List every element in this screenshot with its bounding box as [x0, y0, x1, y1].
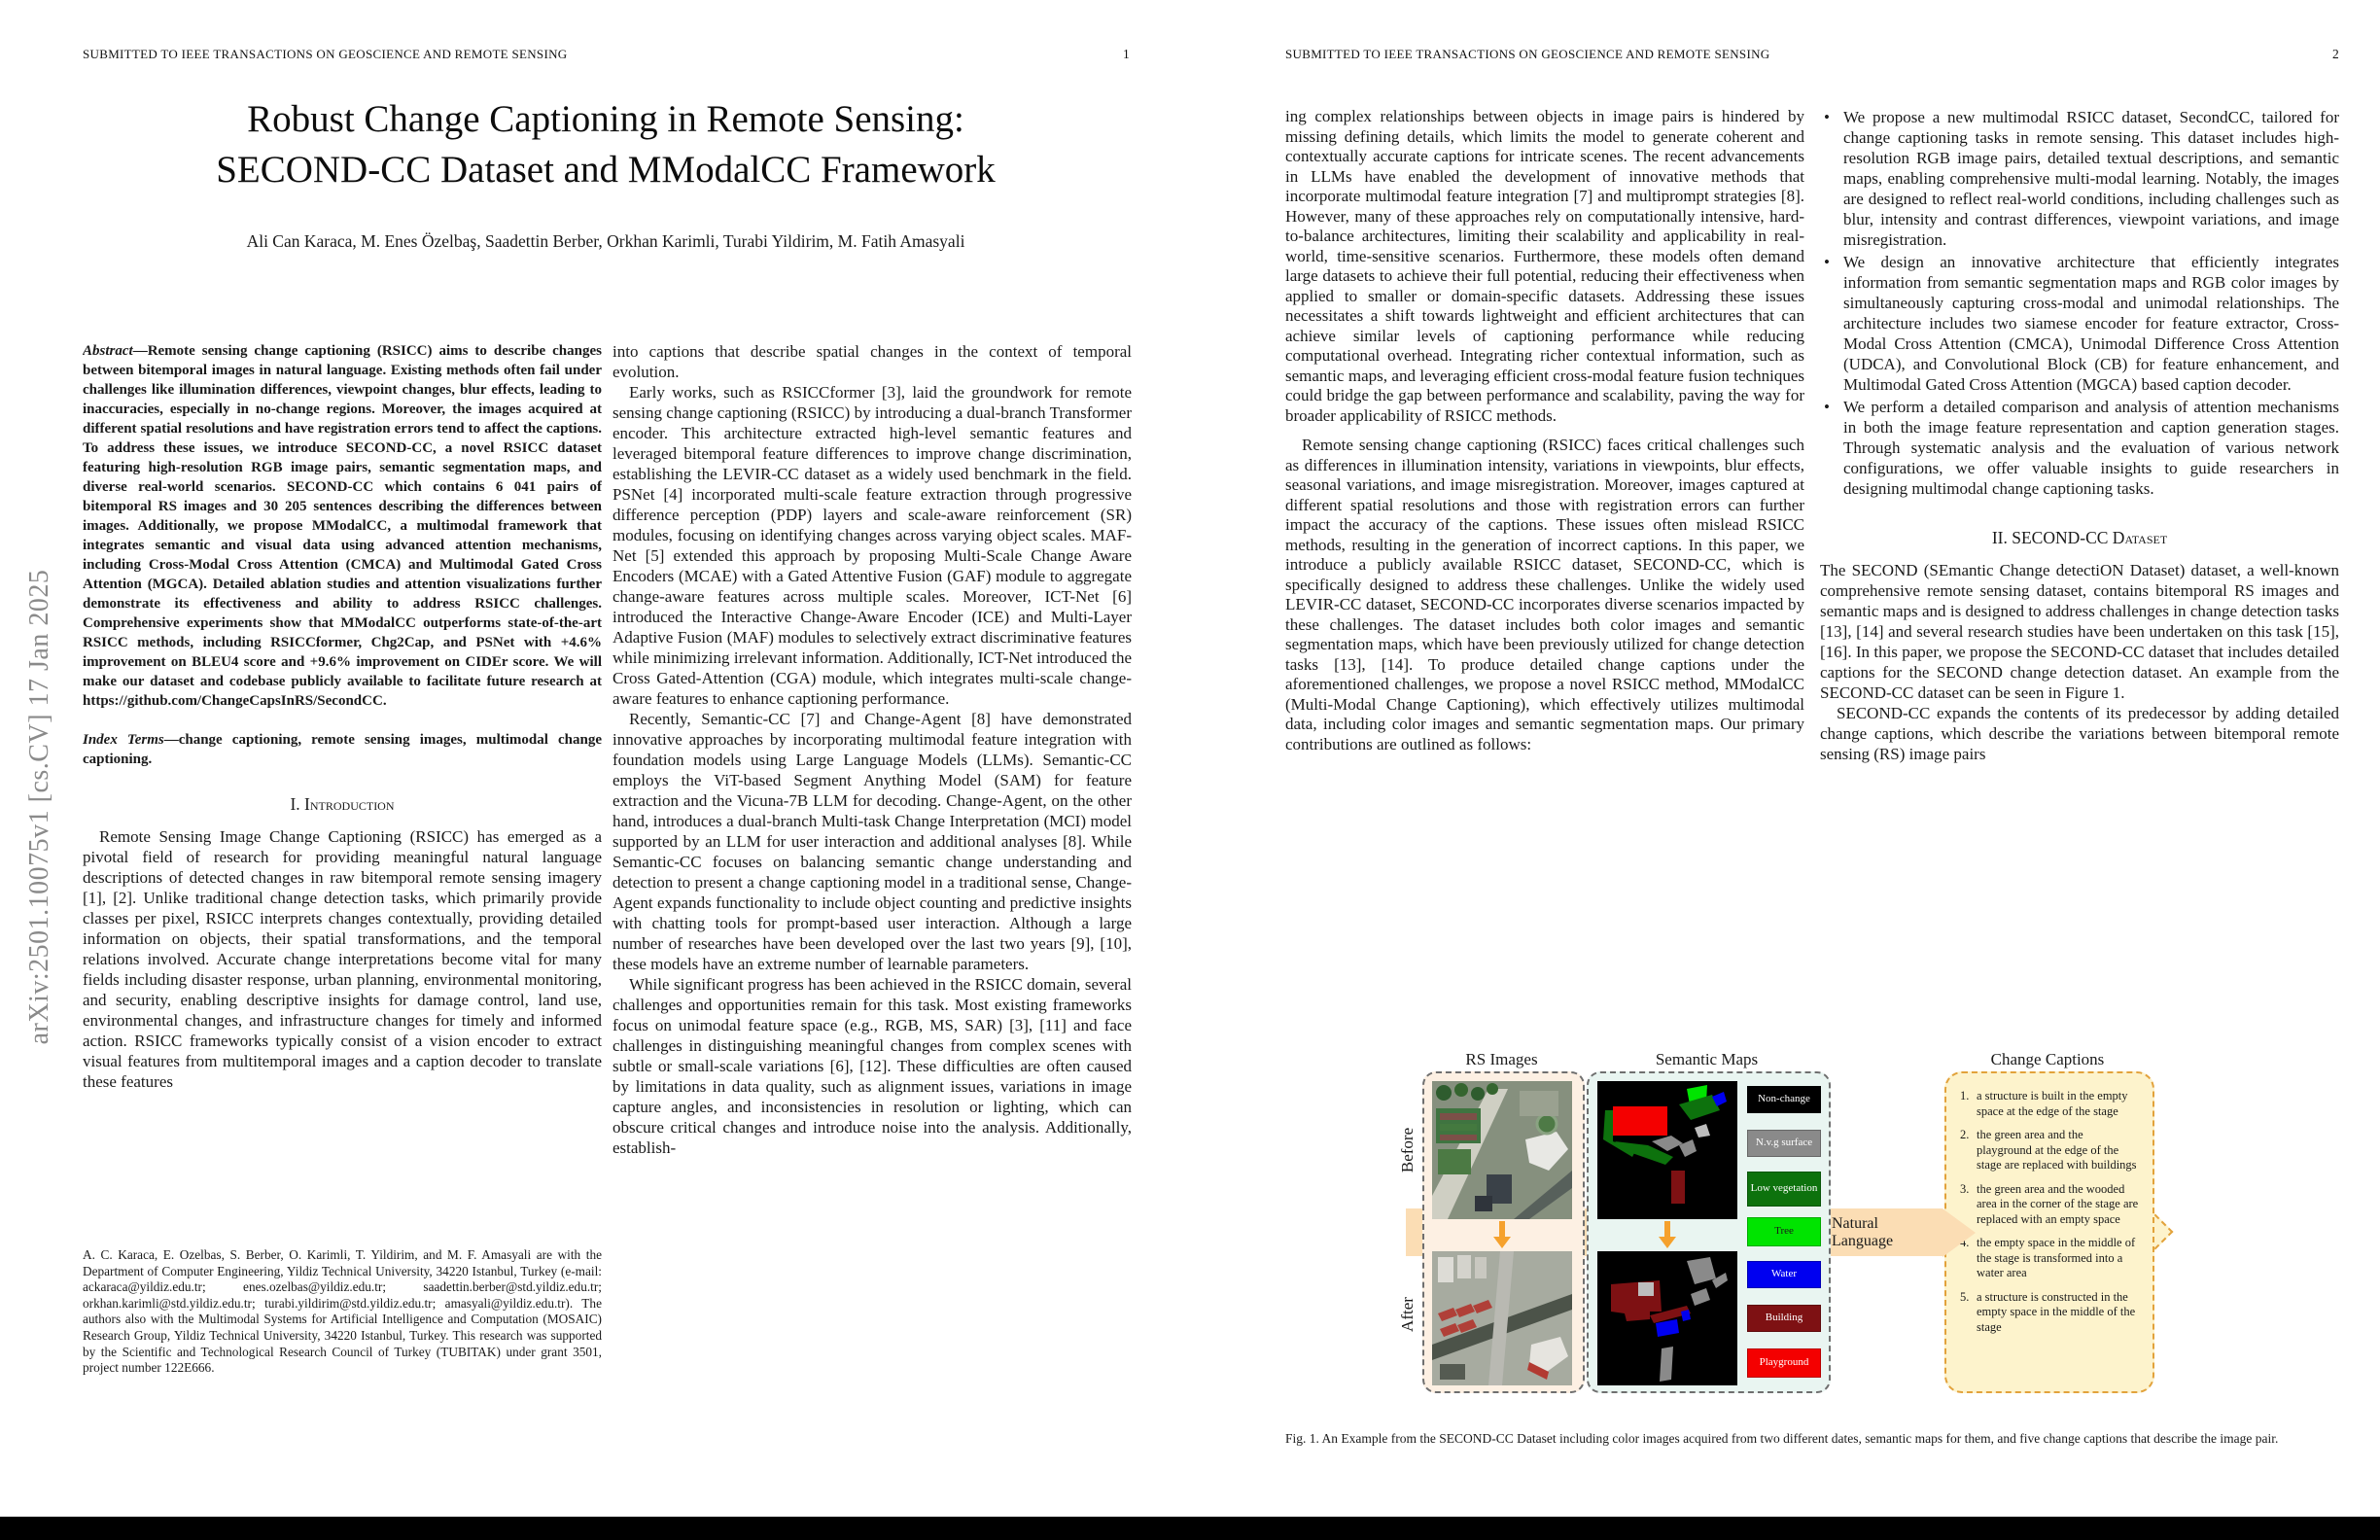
- page2-running-header: SUBMITTED TO IEEE TRANSACTIONS ON GEOSCIENCE AND REMOTE SENSING: [1285, 47, 1770, 61]
- legend-non-change: [1747, 1086, 1821, 1113]
- page1-number: 1: [1122, 47, 1130, 61]
- body-paragraph: Early works, such as RSICCformer [3], laid the groundwork for remote sensing change captioning (RSICC) by introducing a dual-branch Transformer encoder. This architecture extracted high-level semantic features and leveraged bitemporal feature differences to improve change discrimination, establishing the LEVIR-CC dataset as a widely used benchmark in the field. PSNet [4] incorporated multi-scale feature extraction through progressive difference perception (PDP) layers and scale-aware reinforcement (SR) modules, focusing on identifying changes across varying object scales. MAF-Net [5] extended this approach by proposing Multi-Scale Change Aware Encoders (MCAE) with a Gated Attentive Fusion (GAF) module to aggregate change-aware features across multiple scales. Moreover, ICT-Net [6] introduced the Interactive Change-Aware Encoder (ICE) and Multi-Layer Adaptive Fusion (MAF) modules to selectively extract discriminative features while minimizing irrelevant information. Additionally, ICT-Net introduced the Cross Gated-Attention (CGA) module, which integrates multi-scale change-aware features to enhance captioning performance.: [612, 383, 1132, 708]
- caption-number: 2.: [1960, 1128, 1970, 1141]
- arxiv-banner: arXiv:2501.10075v1 [cs.CV] 17 Jan 2025: [24, 569, 54, 1045]
- legend-label: Tree: [1774, 1225, 1794, 1238]
- after-row-label: After: [1398, 1297, 1417, 1332]
- page1-column2: [612, 341, 1132, 1500]
- legend-water: [1747, 1261, 1821, 1288]
- bullet-icon: •: [1824, 253, 1830, 271]
- legend-tree: [1747, 1217, 1821, 1246]
- change-caption-list: [1946, 1073, 2152, 1351]
- caption-number: 3.: [1960, 1181, 1970, 1196]
- legend-label: Building: [1765, 1312, 1803, 1324]
- arrow-head-icon: [1942, 1208, 1976, 1257]
- change-caption-item: [1960, 1089, 2141, 1119]
- abstract-text: —Remote sensing change captioning (RSICC) aims to describe changes between bitemporal images in natural language. Existing methods often fail under challenges like illumination differences, viewpoint changes, blur effects, leading to inaccuracies, especially in no-change regions. Moreover, the images acquired at different spatial resolutions and have registration errors tend to affect the captions. To address these issues, we introduce SECOND-CC, a novel RSICC dataset featuring high-resolution RGB image pairs, semantic segmentation maps, and diverse real-world scenarios. SECOND-CC which contains 6 041 pairs of bitemporal RS images and 30 205 sentences describing the differences between images. Additionally, we propose MModalCC, a multimodal framework that integrates semantic and visual data using advanced attention mechanisms, including Cross-Modal Cross Attention (CMCA) and Multimodal Gated Cross Attention (MGCA). Detailed ablation studies and attention visualizations further demonstrate its effectiveness and ability to address RSICC challenges. Comprehensive experiments show that MModalCC outperforms state-of-the-art RSICC methods, including RSICCformer, Chg2Cap, and PSNet with +4.6% improvement on BLEU4 score and +9.6% improvement on CIDEr score. We will make our dataset and codebase publicly available to facilitate future research at https://github.com/ChangeCapsInRS/SecondCC.: [83, 343, 602, 709]
- intro-paragraph: Remote Sensing Image Change Captioning (RSICC) has emerged as a pivotal field of research for providing meaningful natural language descriptions of detected changes in raw bitemporal remote sensing imagery [1], [2]. Unlike traditional change detection tasks, which primarily provide classes per pixel, RSICC interprets changes contextually, providing detailed information on objects, their spatial transformations, and the temporal relations involved. Accurate change interpretations become vital for many fields including disaster response, urban planning, environmental monitoring, and security, enabling descriptive insights for damage control, land use, environmental changes, and infrastructure changes for timely and informed action. RSICC frameworks typically consist of a vision encoder to extract visual features from multitemporal images and a caption decoder to translate these features: [83, 827, 602, 1091]
- bullet-text: We propose a new multimodal RSICC dataset, SecondCC, tailored for change captioning tasks in remote sensing. This dataset includes high-resolution RGB image pairs, detailed textual descriptions, and semantic maps, enabling comprehensive multi-modal learning. Notably, the images are designed to reflect real-world conditions, including challenges such as blur, intensity and contrast differences, viewpoint variations, and image misregistration.: [1843, 108, 2339, 249]
- paper-title-line1: Robust Change Captioning in Remote Sensing:: [247, 98, 964, 140]
- page1-column1: [83, 341, 602, 1242]
- change-caption-item: [1960, 1236, 2141, 1281]
- legend-nvg-surface: [1747, 1130, 1821, 1157]
- caption-number: 1.: [1960, 1089, 1970, 1102]
- authors-line: Ali Can Karaca, M. Enes Özelbaş, Saadettin Berber, Orkhan Karimli, Turabi Yildirim, M. Fatih Amasyali: [246, 231, 965, 251]
- caption-text: a structure is built in the empty space at the edge of the stage: [1977, 1089, 2128, 1118]
- author-footnote: A. C. Karaca, E. Ozelbas, S. Berber, O. Karimli, T. Yildirim, and M. F. Amasyali are with the Department of Computer Engineering, Yildiz Technical University, 34220 Istanbul, Turkey (e-mail: ackaraca@yildiz.edu.tr; enes.ozelbas@yildiz.edu.tr; saadettin.berber@std.yildiz.edu.tr; orkhan.karimli@std.yildiz.edu.tr; turabi.yildirim@std.yildiz.edu.tr; amasyali@yildiz.edu.tr). The authors also with the Multimodal Systems for Artificial Intelligence and Computation (MOSAIC) Research Group, Yildiz Technical University, 34220 Istanbul, Turkey. This research was supported by the Scientific and Technological Research Council of Turkey (TUBITAK) under grant 3501, project number 122E666.: [83, 1247, 602, 1376]
- before-after-arrow-icon: [1493, 1221, 1511, 1248]
- abstract-paragraph: [83, 341, 602, 711]
- contribution-bullet-2: [1824, 252, 2339, 395]
- legend-label: Playground: [1759, 1356, 1809, 1369]
- paper-title-line2: SECOND-CC Dataset and MModalCC Framework: [216, 149, 996, 191]
- body-paragraph: While significant progress has been achieved in the RSICC domain, several challenges and opportunities remain for this task. Most existing frameworks focus on unimodal feature space (e.g., RGB, MS, SAR) [3], [11] and face challenges in distinguishing meaningful changes from complex scenes with subtle or small-scale variations [6], [12]. These difficulties are often caused by limitations in data quality, such as alignment issues, variations in image capture angles, and inconsistencies in resolution or lighting, which can obscure critical changes and introduce noise into the analysis. Additionally, establish-: [612, 975, 1132, 1157]
- screenshot-bottom-edge: [0, 1517, 2380, 1540]
- figure-caption: Fig. 1. An Example from the SECOND-CC Dataset including color images acquired from two different dates, semantic maps for them, and five change captions that describe the image pair.: [1285, 1431, 2279, 1446]
- legend-building: [1747, 1305, 1821, 1332]
- section-heading-dataset: II. SECOND-CC Dataset: [1991, 528, 2168, 547]
- change-captions-box: [1944, 1071, 2154, 1393]
- body-paragraph: SECOND-CC expands the contents of its predecessor by adding detailed change captions, which describe the variations between bitemporal remote sensing (RS) image pairs: [1820, 704, 2339, 763]
- page1-running-header: SUBMITTED TO IEEE TRANSACTIONS ON GEOSCIENCE AND REMOTE SENSING: [83, 47, 568, 61]
- legend-playground: [1747, 1348, 1821, 1378]
- page2-column1: [1285, 107, 1804, 1026]
- change-caption-item: [1960, 1182, 2141, 1228]
- rs-image-before: [1432, 1081, 1572, 1219]
- legend-label: Water: [1771, 1268, 1797, 1280]
- rs-image-after: [1432, 1251, 1572, 1385]
- page2-number: 2: [2331, 47, 2339, 61]
- figure-change-captions-title: Change Captions: [1990, 1050, 2105, 1068]
- body-paragraph: ing complex relationships between objects in image pairs is hindered by missing defining details, which limits the model to generate coherent and contextually accurate captions for intricate scenes. The recent advancements in LLMs have enabled the development of innovative methods that incorporate multimodal feature integration [7] and multiprompt strategies [8]. However, many of these approaches rely on computationally intensive, hard-to-balance architectures, limiting their scalability and applicability in real-world, time-sensitive scenarios. Furthermore, these models often demand large datasets to achieve their full potential, reducing their effectiveness when applied to smaller or domain-specific datasets. Addressing these issues necessitates a shift towards lightweight and efficient architectures that can achieve similar levels of captioning performance while reducing computational overhead. Integrating richer contextual information, such as semantic maps, and leveraging efficient cross-modal feature fusion techniques could bridge the gap between performance and scalability, paving the way for broader applicability of RSICC methods.: [1285, 107, 1804, 425]
- change-caption-item: [1960, 1128, 2141, 1173]
- before-row-label: Before: [1398, 1127, 1417, 1173]
- bullet-text: We perform a detailed comparison and analysis of attention mechanisms in both the image feature representation and caption generation stages. Through systematic analysis and the evaluation of various network configurations, we offer valuable insights to guide researchers in designing multimodal change captioning tasks.: [1843, 398, 2339, 498]
- index-terms-paragraph: [83, 730, 602, 769]
- caption-text: the green area and the wooded area in the corner of the stage are replaced with an empty space: [1977, 1181, 2139, 1226]
- natural-language-arrow: [1832, 1208, 1942, 1256]
- page2-column2: [1820, 107, 2339, 1026]
- figure-rs-images-title: RS Images: [1465, 1050, 1538, 1068]
- legend-label: Non-change: [1758, 1093, 1810, 1105]
- caption-text: a structure is constructed in the empty space in the middle of the stage: [1977, 1289, 2136, 1334]
- abstract-label: Abstract: [83, 343, 133, 359]
- figure-semantic-maps-title: Semantic Maps: [1655, 1050, 1759, 1068]
- before-after-arrow-icon: [1659, 1221, 1676, 1248]
- caption-number: 4.: [1960, 1236, 1970, 1249]
- legend-label: Low vegetation: [1750, 1182, 1818, 1195]
- caption-text: the empty space in the middle of the stage is transformed into a water area: [1977, 1236, 2136, 1279]
- caption-number: 5.: [1960, 1289, 1970, 1304]
- semantic-map-after: [1597, 1251, 1737, 1385]
- index-terms-label: Index Terms: [83, 732, 164, 748]
- section-heading-introduction: I. Introduction: [290, 794, 395, 814]
- index-terms-text: —change captioning, remote sensing images, multimodal change captioning.: [83, 732, 602, 767]
- legend-low-vegetation: [1747, 1172, 1821, 1207]
- natural-language-label: Natural Language: [1832, 1214, 1894, 1249]
- semantic-map-before: [1597, 1081, 1737, 1219]
- bullet-text: We design an innovative architecture that efficiently integrates information from semantic segmentation maps and RGB color images by simultaneously capturing cross-modal and unimodal relationships. The architecture includes two siamese encoder for feature extractor, Cross-Modal Cross Attention (CMCA), Unimodal Difference Cross Attention (UDCA), and Convolutional Block (CB) for feature enhancement, and Multimodal Gated Cross Attention (MGCA) based caption decoder.: [1843, 253, 2339, 394]
- body-paragraph: Remote sensing change captioning (RSICC) faces critical challenges such as differences in illumination intensity, variations in viewpoints, blur effects, seasonal variations, and image misregistration. Moreover, images captured at different spatial resolutions and those with registration errors can further impact the accuracy of the captions. These issues often mislead RSICC methods, resulting in the generation of incorrect captions. In this paper, we introduce a publicly available RSICC dataset, SECOND-CC, which is specifically designed to address these challenges. Unlike the widely used LEVIR-CC dataset, SECOND-CC incorporates diverse scenarios impacted by these challenges. The dataset includes both color images and semantic segmentation maps, which have been previously utilized for change detection tasks [13], [14]. To produce detailed change captions under the aforementioned challenges, we propose a novel RSICC method, MModalCC (Multi-Modal Change Captioning), which effectively utilizes multimodal data, including color images and semantic segmentation maps. Our primary contributions are outlined as follows:: [1285, 436, 1804, 753]
- bullet-icon: •: [1824, 398, 1830, 416]
- bullet-icon: •: [1824, 108, 1830, 126]
- body-paragraph: Recently, Semantic-CC [7] and Change-Agent [8] have demonstrated innovative approaches by incorporating multimodal feature integration with foundation models using Large Language Models (LLMs). Semantic-CC employs the ViT-based Segment Anything Model (SAM) for feature extraction and the Vicuna-7B LLM for decoding. Change-Agent, on the other hand, introduces a dual-branch Multi-task Change Interpretation (MCI) model supported by an LLM for user interaction and additional analyses [8]. While Semantic-CC focuses on balancing semantic change understanding and detection to present a change captioning model in a traditional sense, Change-Agent expands functionality to include object counting and predictive insights with chatting tools for prompt-based user interaction. Although a large number of researches have been developed over the last two years [9], [10], these models have an extreme number of learnable parameters.: [612, 710, 1132, 973]
- change-caption-item: [1960, 1290, 2141, 1336]
- contribution-bullet-3: [1824, 397, 2339, 499]
- caption-text: the green area and the playground at the edge of the stage are replaced with buildings: [1977, 1128, 2137, 1172]
- body-paragraph: into captions that describe spatial changes in the context of temporal evolution.: [612, 342, 1132, 381]
- legend-label: N.v.g surface: [1755, 1137, 1813, 1149]
- body-paragraph: The SECOND (SEmantic Change detectiON Dataset) dataset, a well-known comprehensive remote sensing dataset, contains bitemporal RS images and semantic maps and is designed to address challenges in change detection tasks [13], [14] and several research studies have been undertaken on this task [15], [16]. In this paper, we propose the SECOND-CC dataset that includes detailed captions for the SECOND change detection dataset. An example from the SECOND-CC dataset can be seen in Figure 1.: [1820, 561, 2339, 702]
- contribution-bullet-1: [1824, 107, 2339, 250]
